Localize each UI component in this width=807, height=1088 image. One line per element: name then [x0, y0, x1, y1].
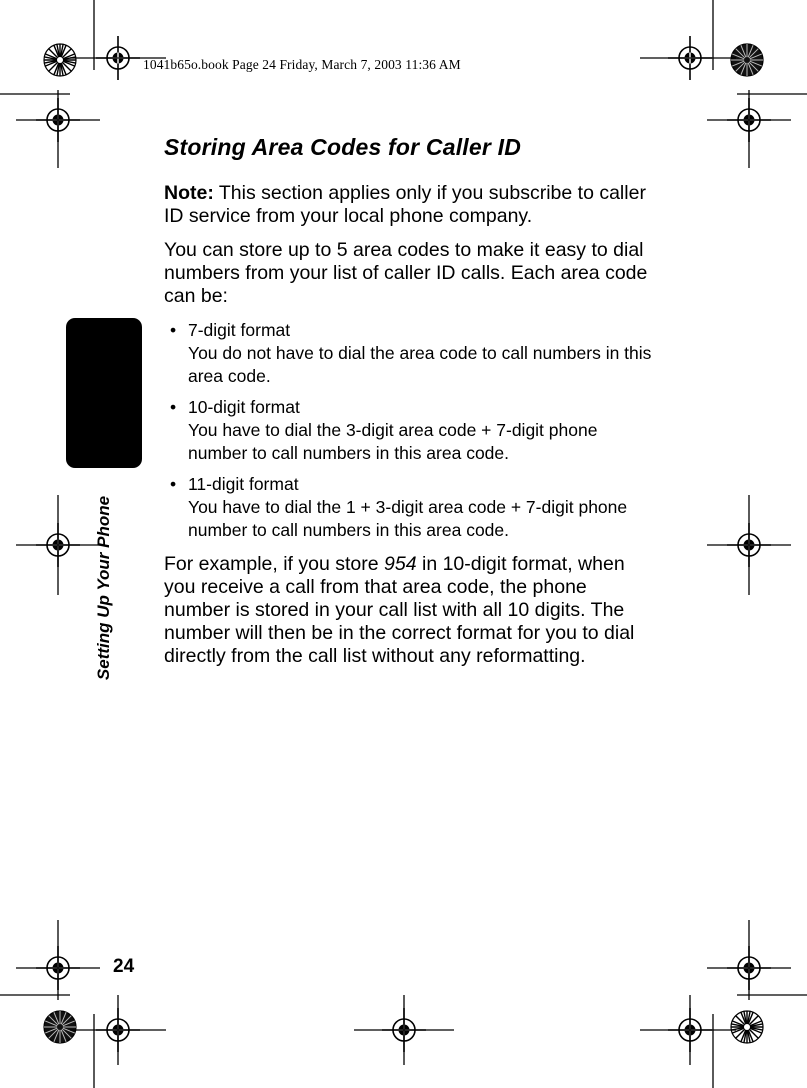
chapter-tab	[66, 318, 142, 468]
bullet-icon: •	[170, 474, 177, 494]
note-paragraph	[164, 182, 654, 228]
bullet-icon: •	[170, 397, 177, 417]
format-list	[164, 319, 654, 542]
format-description: You do not have to dial the area code to call numbers in this area code.	[188, 343, 652, 386]
format-description: You have to dial the 1 + 3-digit area code + 7-digit phone number to call numbers in this area code.	[188, 497, 628, 540]
list-item	[164, 319, 654, 388]
page-content	[164, 130, 654, 679]
list-item	[164, 473, 654, 542]
example-text-start: For example, if you store	[164, 553, 385, 575]
note-text: This section applies only if you subscribe to caller ID service from your local phone company.	[164, 182, 646, 227]
file-stamp: 1041b65o.book Page 24 Friday, March 7, 2003 11:36 AM	[143, 57, 461, 72]
section-title: Storing Area Codes for Caller ID	[164, 134, 522, 160]
page-number: 24	[113, 956, 135, 977]
note-label: Note:	[164, 182, 214, 204]
chapter-label: Setting Up Your Phone	[94, 495, 113, 681]
format-description: You have to dial the 3-digit area code + 7-digit phone number to call numbers in this area code.	[188, 420, 598, 463]
format-name: 10-digit format	[188, 397, 300, 417]
example-area-code: 954	[384, 553, 417, 575]
list-item	[164, 396, 654, 465]
example-text-end: in 10-digit format, when you receive a call from that area code, the phone number is stored in your call list with all 10 digits. The number will then be in the correct format for you to dial directly from the call list without any reformatting.	[164, 553, 635, 667]
example-paragraph	[164, 553, 654, 668]
bullet-icon: •	[170, 320, 177, 340]
format-name: 11-digit format	[188, 474, 299, 494]
intro-paragraph: You can store up to 5 area codes to make it easy to dial numbers from your list of caller ID calls. Each area code can be:	[164, 239, 648, 307]
format-name: 7-digit format	[188, 320, 291, 340]
